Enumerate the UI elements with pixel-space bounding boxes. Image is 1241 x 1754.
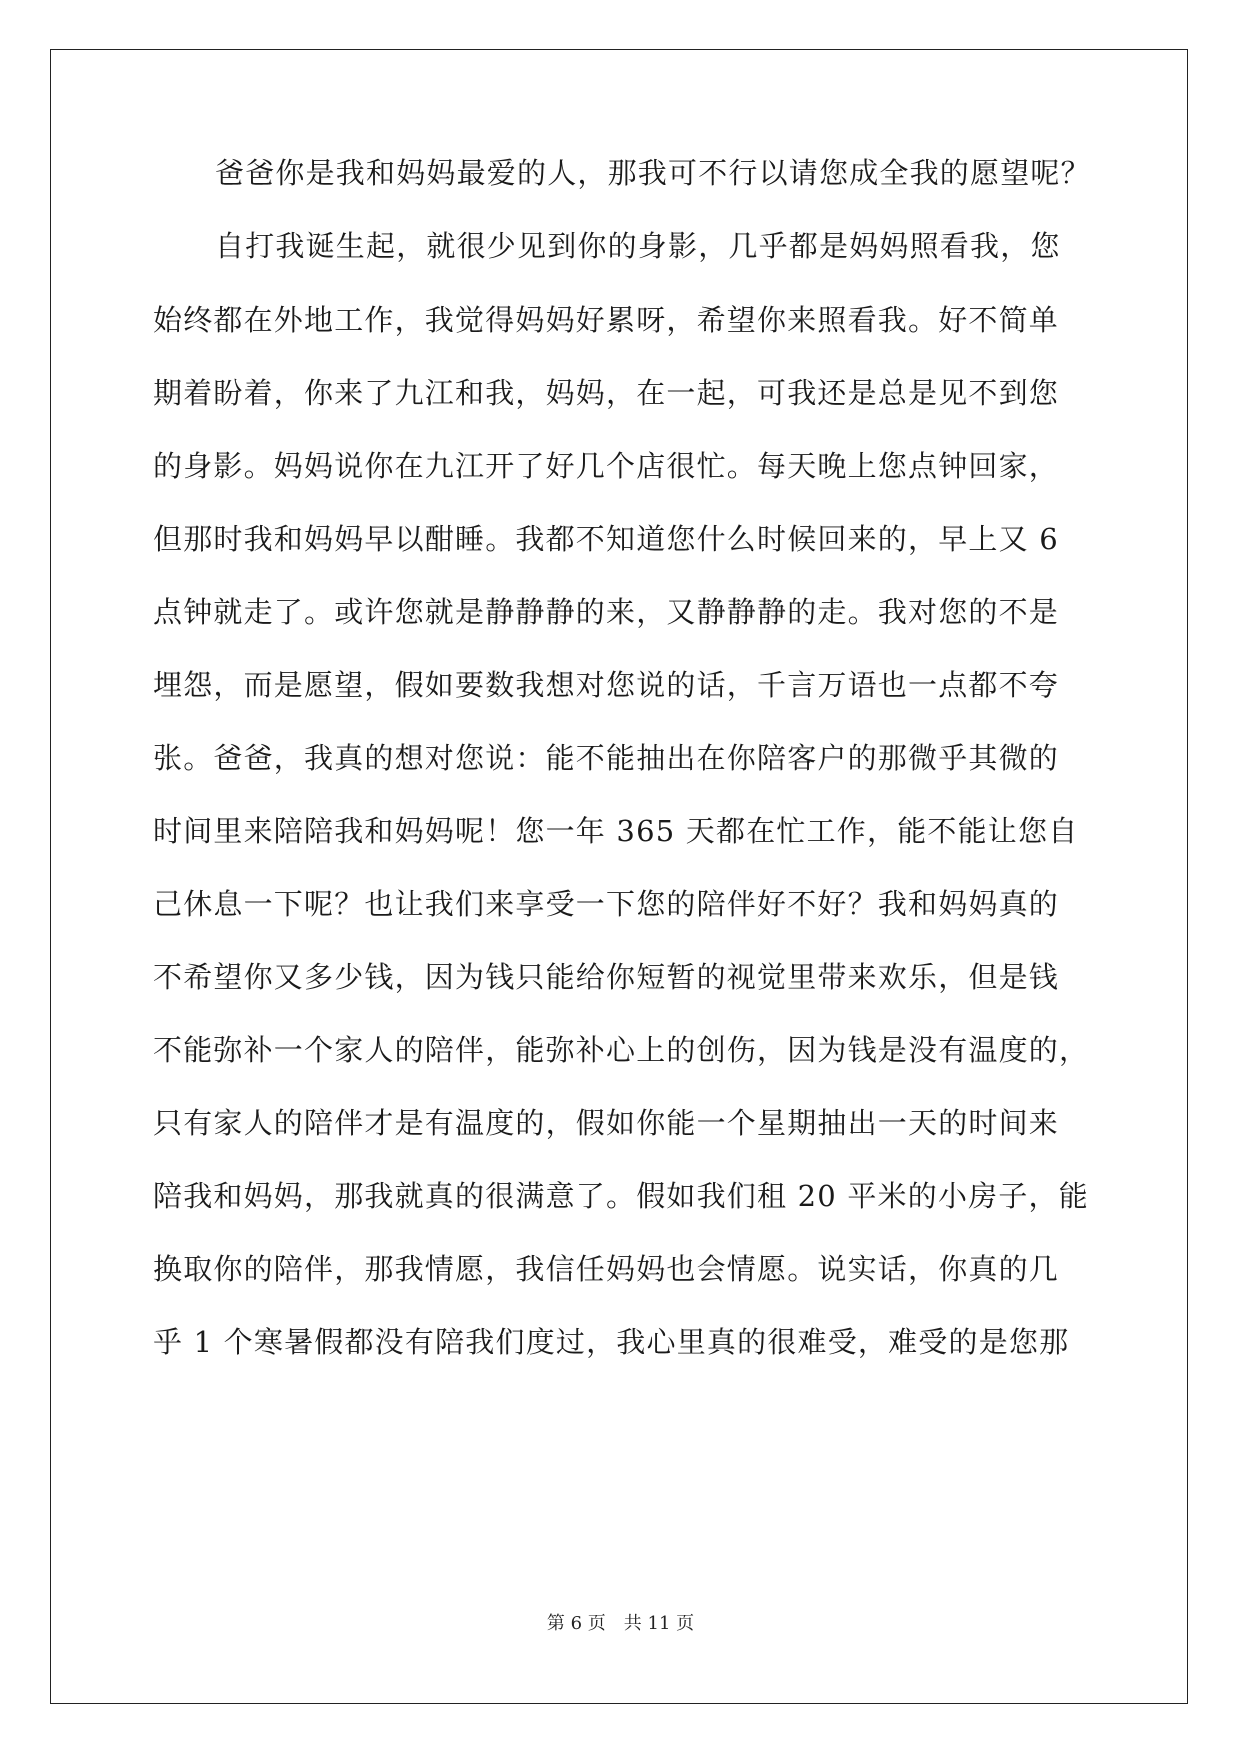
text-line: 不希望你又多少钱，因为钱只能给你短暂的视觉里带来欢乐，但是钱 [153,960,1060,994]
text-line: 埋怨，而是愿望，假如要数我想对您说的话，千言万语也一点都不夸 [153,668,1060,702]
text-line: 乎 1 个寒暑假都没有陪我们度过，我心里真的很难受，难受的是您那 [153,1325,1070,1359]
text-line: 点钟就走了。或许您就是静静静的来，又静静静的走。我对您的不是 [153,595,1060,629]
text-line: 时间里来陪陪我和妈妈呢！您一年 365 天都在忙工作，能不能让您自 [153,814,1079,848]
text-line: 不能弥补一个家人的陪伴，能弥补心上的创伤，因为钱是没有温度的， [153,1033,1090,1067]
text-line: 始终都在外地工作，我觉得妈妈好累呀，希望你来照看我。好不简单 [153,303,1060,337]
text-line: 己休息一下呢？也让我们来享受一下您的陪伴好不好？我和妈妈真的 [153,887,1060,921]
text-line: 换取你的陪伴，那我情愿，我信任妈妈也会情愿。说实话，你真的几 [153,1252,1060,1286]
page-number-footer: 第 6 页 共 11 页 [546,1613,695,1634]
text-line: 自打我诞生起，就很少见到你的身影，几乎都是妈妈照看我，您 [215,229,1061,263]
text-line: 张。爸爸，我真的想对您说：能不能抽出在你陪客户的那微乎其微的 [153,741,1060,775]
text-line: 期着盼着，你来了九江和我，妈妈，在一起，可我还是总是见不到您 [153,376,1060,410]
text-line: 陪我和妈妈，那我就真的很满意了。假如我们租 20 平米的小房子，能 [153,1179,1089,1213]
text-line: 只有家人的陪伴才是有温度的，假如你能一个星期抽出一天的时间来 [153,1106,1060,1140]
text-line: 但那时我和妈妈早以酣睡。我都不知道您什么时候回来的，早上又 6 [153,522,1059,556]
text-line: 爸爸你是我和妈妈最爱的人，那我可不行以请您成全我的愿望呢？ [215,156,1091,190]
page-border [50,49,1188,1704]
text-line: 的身影。妈妈说你在九江开了好几个店很忙。每天晚上您点钟回家， [153,449,1060,483]
